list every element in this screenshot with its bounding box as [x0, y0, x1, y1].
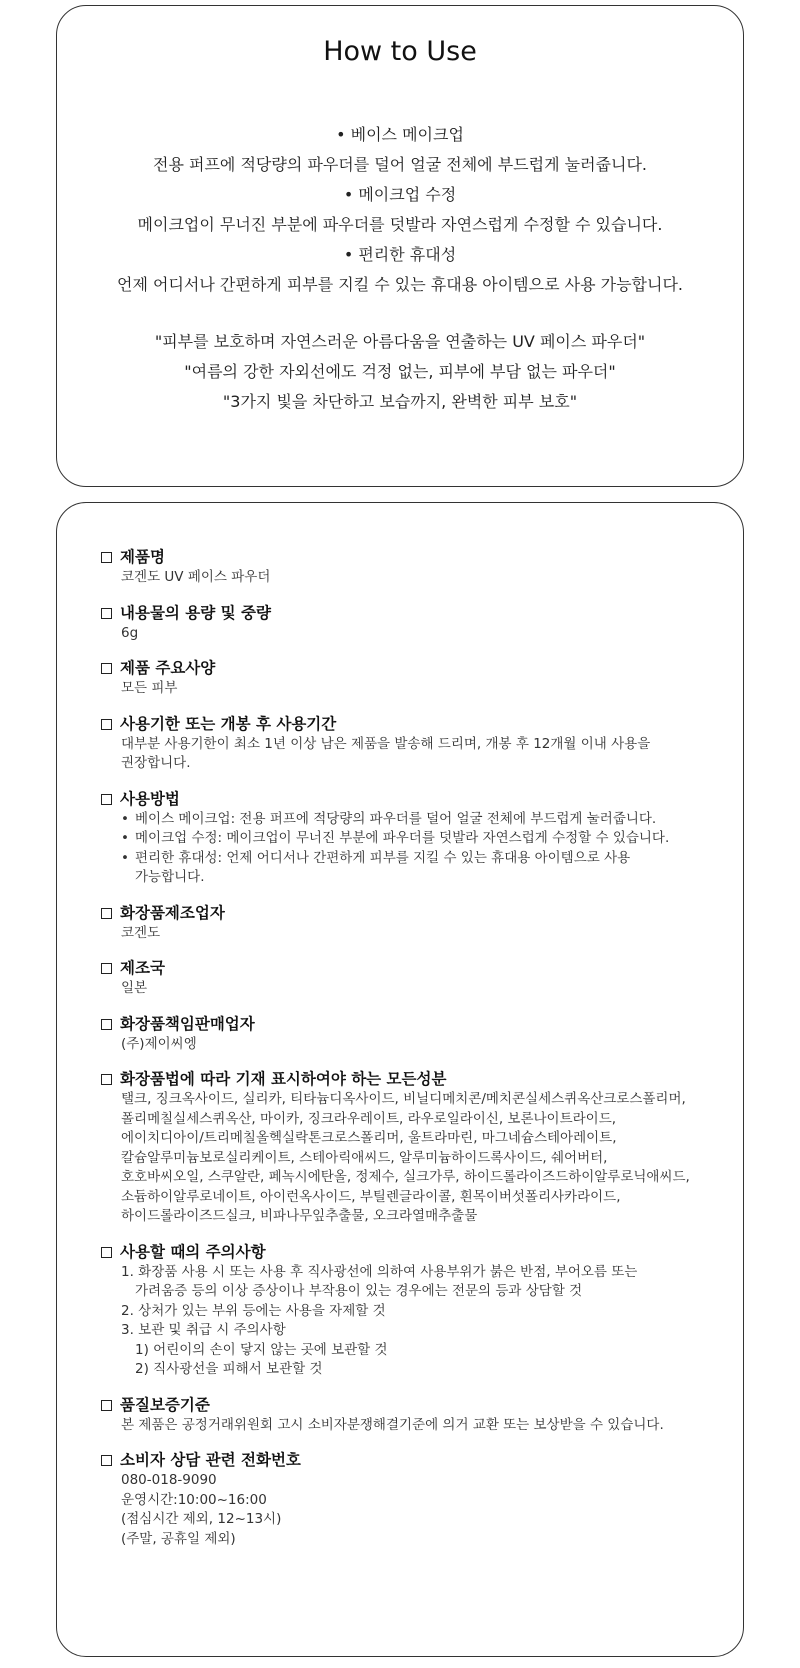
- use-line-touchup-heading: • 메이크업 수정: [343, 185, 457, 204]
- product-info-list: [101, 547, 715, 1564]
- ingredients-line: 하이드롤라이즈드실크, 비파나무잎추출물, 오크라열매추출물: [121, 1208, 478, 1224]
- checkbox-square-icon: [101, 608, 112, 619]
- expiry-line: 권장합니다.: [121, 755, 191, 771]
- bullet-icon: •: [121, 849, 129, 866]
- section-title: 사용방법: [120, 789, 180, 808]
- seller-value: (주)제이씨엥: [121, 1035, 197, 1052]
- section-title: 소비자 상담 관련 전화번호: [120, 1451, 301, 1469]
- section-country: [101, 958, 715, 999]
- section-volume: [101, 603, 715, 644]
- ingredients-line: 칼슘알루미늄보로실리케이트, 스테아릭애씨드, 알루미늄하이드록사이드, 쉐어버터,: [121, 1149, 608, 1166]
- section-caution: [101, 1242, 715, 1380]
- tagline-quote: "피부를 보호하며 자연스러운 아름다움을 연출하는 UV 페이스 파우더": [154, 332, 646, 351]
- bullet-icon: •: [121, 830, 129, 846]
- usage-item: [121, 810, 715, 830]
- use-line-base-heading: • 베이스 메이크업: [336, 125, 464, 144]
- how-to-use-card: [56, 5, 744, 487]
- section-title: 화장품책임판매업자: [120, 1014, 255, 1033]
- country-value: 일본: [121, 980, 148, 996]
- bullet-icon: •: [121, 810, 129, 827]
- usage-item-text: 베이스 메이크업: 전용 퍼프에 적당량의 파우더를 덜어 얼굴 전체에 부드럽게 눌러줍니다.: [135, 810, 657, 827]
- checkbox-square-icon: [101, 1019, 112, 1030]
- section-title: 품질보증기준: [120, 1395, 210, 1414]
- section-title: 사용할 때의 주의사항: [120, 1242, 266, 1261]
- usage-item: [121, 849, 715, 869]
- manufacturer-value: 코겐도: [121, 924, 161, 941]
- ingredients-line: 호호바씨오일, 스쿠알란, 페녹시에탄올, 정제수, 실크가루, 하이드롤라이즈드하이알루로닉애씨드,: [121, 1169, 690, 1185]
- section-quality: [101, 1395, 715, 1436]
- section-spec: [101, 658, 715, 699]
- ingredients-line: 폴리메칠실세스퀴옥산, 마이카, 징크라우레이트, 라우로일라이신, 보론나이트라이드,: [121, 1110, 617, 1127]
- checkbox-square-icon: [101, 794, 112, 805]
- section-title: 사용기한 또는 개봉 후 사용기간: [120, 714, 337, 733]
- section-manufacturer: [101, 903, 715, 944]
- section-expiry: [101, 714, 715, 774]
- section-title: 화장품제조업자: [120, 903, 225, 922]
- contact-hours: 운영시간:10:00~16:00: [121, 1491, 267, 1508]
- ingredients-line: 소듐하이알루로네이트, 아이런옥사이드, 부틸렌글라이콜, 흰목이버섯폴리사카라이드,: [121, 1188, 621, 1205]
- checkbox-square-icon: [101, 908, 112, 919]
- usage-item: [121, 829, 715, 849]
- checkbox-square-icon: [101, 1247, 112, 1258]
- tagline-quotes: [57, 327, 743, 417]
- section-seller: [101, 1014, 715, 1055]
- checkbox-square-icon: [101, 552, 112, 563]
- use-line-portable-text: 언제 어디서나 간편하게 피부를 지킬 수 있는 휴대용 아이템으로 사용 가능합니다.: [117, 275, 683, 294]
- checkbox-square-icon: [101, 1074, 112, 1085]
- checkbox-square-icon: [101, 963, 112, 974]
- caution-line: 2. 상처가 있는 부위 등에는 사용을 자제할 것: [121, 1302, 386, 1319]
- section-title: 제품 주요사양: [120, 659, 216, 677]
- section-title: 제조국: [120, 959, 165, 977]
- how-to-use-lines: [57, 120, 743, 300]
- spec-value: 모든 피부: [121, 680, 178, 696]
- usage-item-text: 메이크업 수정: 메이크업이 무너진 부분에 파우더를 덧발라 자연스럽게 수정할 수 있습니다.: [135, 830, 670, 846]
- contact-lunch: (점심시간 제외, 12~13시): [121, 1511, 282, 1527]
- ingredients-line: 탤크, 징크옥사이드, 실리카, 티타늄디옥사이드, 비닐디메치콘/메치콘실세스퀴옥산크로스폴리머,: [121, 1091, 686, 1107]
- contact-weekend: (주말, 공휴일 제외): [121, 1530, 236, 1547]
- caution-line: 2) 직사광선을 피해서 보관할 것: [135, 1361, 323, 1377]
- expiry-line: 대부분 사용기한이 최소 1년 이상 남은 제품을 발송해 드리며, 개봉 후 12개월 이내 사용을: [121, 735, 651, 752]
- tagline-quote: "3가지 빛을 차단하고 보습까지, 완벽한 피부 보호": [222, 392, 578, 411]
- volume-value: 6g: [121, 624, 139, 641]
- contact-phone: 080-018-9090: [121, 1472, 217, 1488]
- section-usage: [101, 789, 715, 888]
- tagline-quote: "여름의 강한 자외선에도 걱정 없는, 피부에 부담 없는 파우더": [184, 362, 616, 381]
- caution-line: 3. 보관 및 취급 시 주의사항: [121, 1322, 286, 1338]
- ingredients-line: 에이치디아이/트리메칠올헥실락톤크로스폴리머, 울트라마린, 마그네슘스테아레이트,: [121, 1130, 617, 1146]
- how-to-use-title: How to Use: [323, 36, 477, 67]
- use-line-touchup-text: 메이크업이 무너진 부분에 파우더를 덧발라 자연스럽게 수정할 수 있습니다.: [137, 215, 663, 234]
- use-line-portable-heading: • 편리한 휴대성: [343, 245, 457, 264]
- product-info-card: [56, 502, 744, 1657]
- product-name-value: 코겐도 UV 페이스 파우더: [121, 569, 271, 585]
- caution-line: 1) 어린이의 손이 닿지 않는 곳에 보관할 것: [135, 1341, 388, 1358]
- usage-item-text: 편리한 휴대성: 언제 어디서나 간편하게 피부를 지킬 수 있는 휴대용 아이템으로 사용: [135, 849, 631, 866]
- section-contact: [101, 1450, 715, 1549]
- checkbox-square-icon: [101, 1455, 112, 1466]
- caution-line: 1. 화장품 사용 시 또는 사용 후 직사광선에 의하여 사용부위가 붉은 반점, 부어오름 또는: [121, 1263, 638, 1280]
- section-product-name: [101, 547, 715, 588]
- checkbox-square-icon: [101, 663, 112, 674]
- section-title: 제품명: [120, 548, 165, 566]
- usage-item-continuation: 가능합니다.: [135, 869, 205, 885]
- section-title: 화장품법에 따라 기재 표시하여야 하는 모든성분: [120, 1070, 447, 1088]
- section-ingredients: [101, 1069, 715, 1227]
- section-title: 내용물의 용량 및 중량: [120, 603, 271, 622]
- quality-value: 본 제품은 공정거래위원회 고시 소비자분쟁해결기준에 의거 교환 또는 보상받을 수 있습니다.: [121, 1416, 664, 1433]
- caution-line: 가려움증 등의 이상 증상이나 부작용이 있는 경우에는 전문의 등과 상담할 것: [135, 1283, 583, 1299]
- use-line-base-text: 전용 퍼프에 적당량의 파우더를 덜어 얼굴 전체에 부드럽게 눌러줍니다.: [153, 155, 647, 174]
- checkbox-square-icon: [101, 1400, 112, 1411]
- checkbox-square-icon: [101, 719, 112, 730]
